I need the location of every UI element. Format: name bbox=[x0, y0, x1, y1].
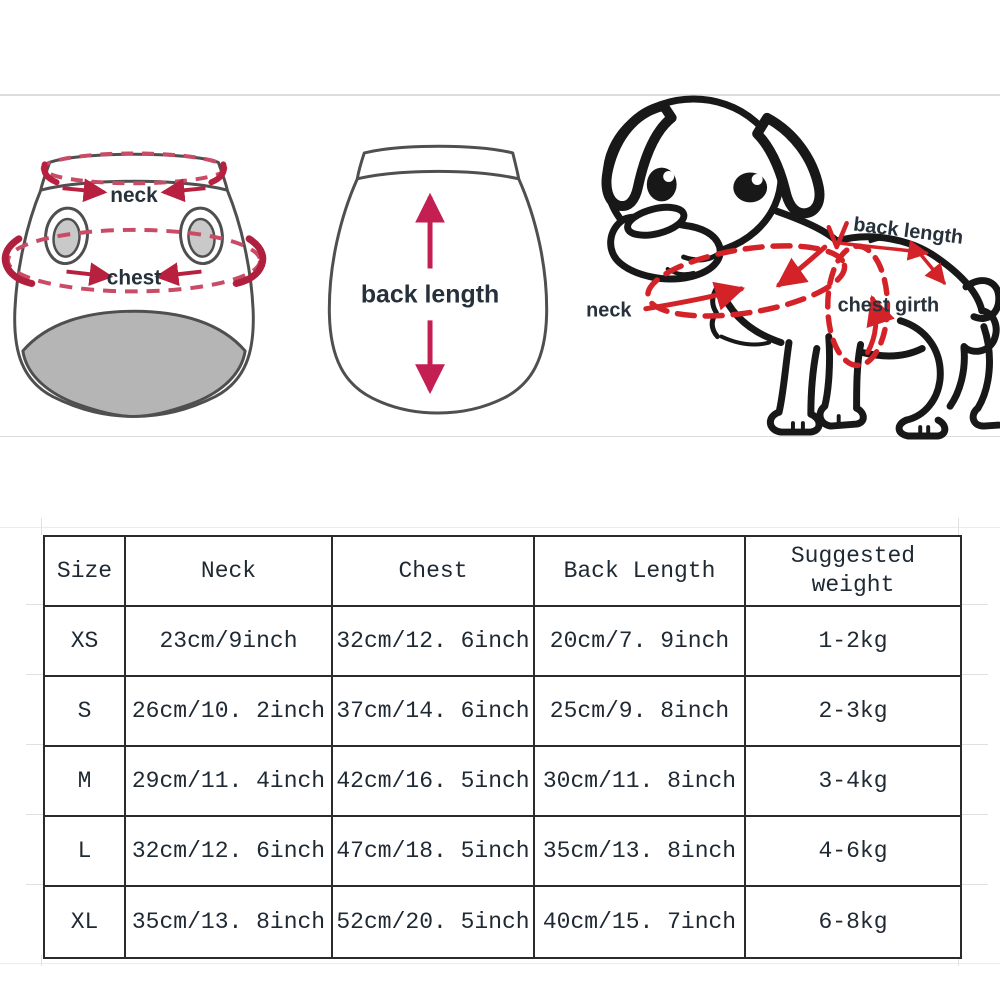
gridline-stub bbox=[26, 674, 43, 675]
table-cell: 26cm/10. 2inch bbox=[126, 677, 333, 747]
dog-back-length-label: back length bbox=[852, 213, 965, 249]
table-cell: 6-8kg bbox=[818, 908, 888, 935]
table-cell: 29cm/11. 4inch bbox=[126, 747, 333, 817]
gridline-stub bbox=[41, 518, 42, 535]
table-cell: M bbox=[45, 747, 126, 817]
gridline-above-table bbox=[0, 527, 1000, 528]
table-header-suggested-weight: Suggested weight bbox=[746, 537, 960, 607]
table-cell: S bbox=[45, 677, 126, 747]
table-cell: 30cm/11. 8inch bbox=[535, 747, 746, 817]
table-cell: 40cm/15. 7inch bbox=[535, 887, 746, 957]
dog-neck-label: neck bbox=[586, 299, 632, 322]
garment-front-diagram bbox=[5, 138, 263, 422]
gridline-stub bbox=[960, 604, 988, 605]
gridline-stub bbox=[26, 884, 43, 885]
gridline-stub bbox=[960, 884, 988, 885]
gridline-stub bbox=[26, 604, 43, 605]
gridline-stub bbox=[960, 814, 988, 815]
gridline-stub bbox=[26, 814, 43, 815]
garment-back-diagram bbox=[316, 137, 561, 418]
table-cell: 2-3kg bbox=[746, 677, 960, 747]
table-cell: 42cm/16. 5inch bbox=[333, 747, 535, 817]
table-cell: XL bbox=[45, 887, 126, 957]
table-cell: 35cm/13. 8inch bbox=[126, 887, 333, 957]
dog-chest-girth-label: chest girth bbox=[837, 294, 940, 317]
table-cell: 23cm/9inch bbox=[126, 607, 333, 677]
table-header-neck: Neck bbox=[126, 537, 333, 607]
table-header-size: Size bbox=[45, 537, 126, 607]
table-cell: L bbox=[45, 817, 126, 887]
garment-front-neck-label: neck bbox=[110, 184, 158, 208]
table-cell: 4-6kg bbox=[746, 817, 960, 887]
gridline-below-table bbox=[0, 963, 1000, 964]
size-table bbox=[43, 535, 962, 959]
gridline-stub bbox=[958, 518, 959, 535]
table-cell: 20cm/7. 9inch bbox=[535, 607, 746, 677]
table-cell: XS bbox=[45, 607, 126, 677]
table-cell: 25cm/9. 8inch bbox=[535, 677, 746, 747]
gridline-stub bbox=[960, 674, 988, 675]
table-cell: 32cm/12. 6inch bbox=[126, 817, 333, 887]
table-cell: 32cm/12. 6inch bbox=[333, 607, 535, 677]
garment-front-chest-label: chest bbox=[106, 266, 162, 290]
table-cell: 47cm/18. 5inch bbox=[333, 817, 535, 887]
gridline-stub bbox=[41, 955, 42, 966]
gridline-stub bbox=[960, 744, 988, 745]
gridline-stub bbox=[26, 744, 43, 745]
garment-back-length-label: back length bbox=[360, 280, 500, 309]
table-cell: 1-2kg bbox=[746, 607, 960, 677]
dog-diagram bbox=[572, 92, 1000, 440]
table-header-chest: Chest bbox=[333, 537, 535, 607]
table-cell: 3-4kg bbox=[746, 747, 960, 817]
table-cell: 37cm/14. 6inch bbox=[333, 677, 535, 747]
table-header-back-length: Back Length bbox=[535, 537, 746, 607]
table-cell: 35cm/13. 8inch bbox=[535, 817, 746, 887]
table-cell: 52cm/20. 5inch bbox=[333, 887, 535, 957]
